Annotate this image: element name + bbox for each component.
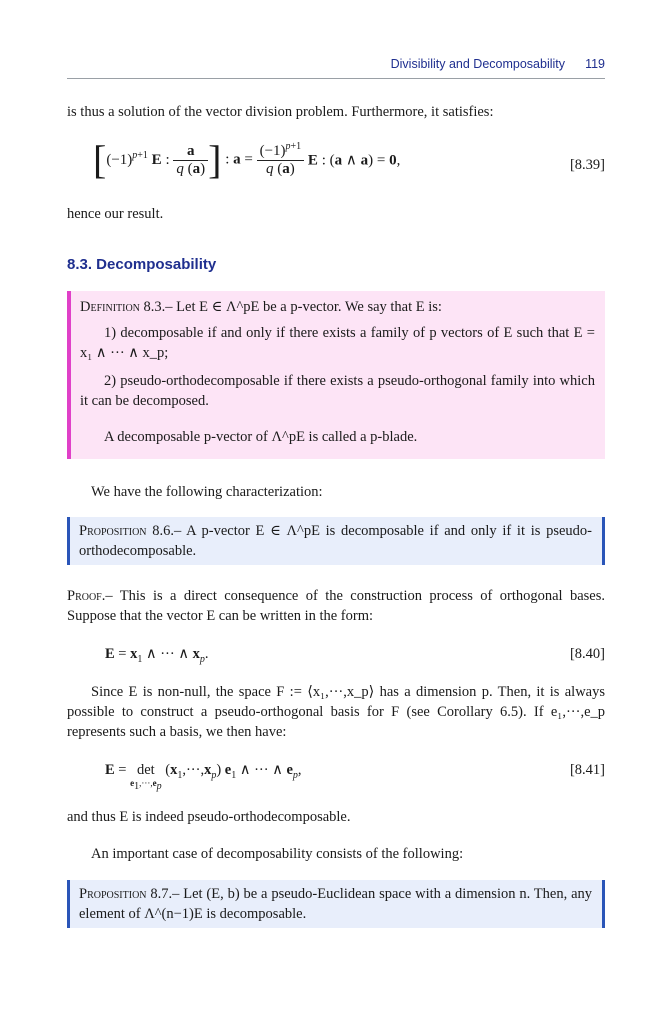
equation-8-39 xyxy=(67,137,605,190)
proposition-8-6-label: Proposition 8.6.– xyxy=(79,523,182,539)
important-paragraph: An important case of decomposability consists of the following: xyxy=(91,846,464,862)
equation-number: [8.40] xyxy=(569,646,605,662)
proposition-8-7-label: Proposition 8.7.– xyxy=(79,886,180,902)
since-paragraph: Since E is non-null, the space F := ⟨x₁,···,x_p⟩ has a dimension p. Then, it is always possible to construct a pseudo-orthogonal basis for F (see Corollary 6.5). If e₁,···,e_p represents such a basis, we then have: xyxy=(67,684,605,740)
equation-8-39-body: [$(-1)^{p+1}$ E : $\frac{a}{q (a)}$ ] : a = $\frac{(-1)^{p+1}}{q (a)}$ E : (a ∧ a) = 0, xyxy=(93,137,401,182)
page-number: 119 xyxy=(585,57,605,71)
definition-item-2: 2) pseudo-orthodecomposable if there exists a pseudo-orthogonal family into which it can be decomposed. xyxy=(80,373,595,409)
definition-item-1: 1) decomposable if and only if there exists a family of p vectors of E such that E = x₁ ∧ ··· ∧ x_p; xyxy=(80,325,595,361)
definition-intro xyxy=(80,297,595,317)
proposition-8-7-box xyxy=(67,880,605,928)
equation-number: [8.39] xyxy=(569,157,605,173)
running-header xyxy=(67,56,605,79)
proposition-8-6-text: A p-vector E ∈ Λ^pE is decomposable if and only if it is pseudo-orthodecomposable. xyxy=(79,523,592,559)
definition-intro-text: Let E ∈ Λ^pE be a p-vector. We say that E is: xyxy=(176,299,442,315)
proof-label: Proof.– xyxy=(67,588,113,604)
equation-8-40-body: $E = x_1$ ∧ ··· ∧ $x_p$. xyxy=(105,646,209,665)
definition-label: Definition 8.3.– xyxy=(80,299,173,315)
proposition-8-7-text: Let (E, b) be a pseudo-Euclidean space with a dimension n. Then, any element of Λ^(n−1)E is decomposable. xyxy=(79,886,593,922)
result-paragraph: hence our result. xyxy=(67,206,164,222)
thus-paragraph: and thus E is indeed pseudo-orthodecomposable. xyxy=(67,809,351,825)
definition-note: A decomposable p-vector of Λ^pE is called a p-blade. xyxy=(104,429,418,445)
equation-8-41 xyxy=(67,762,605,792)
proposition-8-6-box xyxy=(67,517,605,565)
section-heading: 8.3. Decomposability xyxy=(67,256,217,273)
proposition-8-7-content xyxy=(79,884,592,924)
proposition-8-6-content xyxy=(79,521,592,561)
equation-8-40 xyxy=(67,646,605,670)
proof-paragraph xyxy=(67,586,605,626)
running-title: Divisibility and Decomposability xyxy=(390,57,565,71)
proof-text: This is a direct consequence of the construction process of orthogonal bases. Suppose that the vector E can be written in the form: xyxy=(67,588,605,624)
characterization-paragraph: We have the following characterization: xyxy=(91,484,323,500)
intro-paragraph: is thus a solution of the vector division problem. Furthermore, it satisfies: xyxy=(67,104,494,120)
equation-number: [8.41] xyxy=(569,762,605,778)
definition-box xyxy=(67,291,605,459)
equation-8-41-body: E = det $e_1,\cdot\cdot\cdot,e_p$ $(x_1,\cdot\cdot\cdot,x_p)$ $e_1$ ∧ ··· ∧ $e_p$, xyxy=(105,762,302,792)
